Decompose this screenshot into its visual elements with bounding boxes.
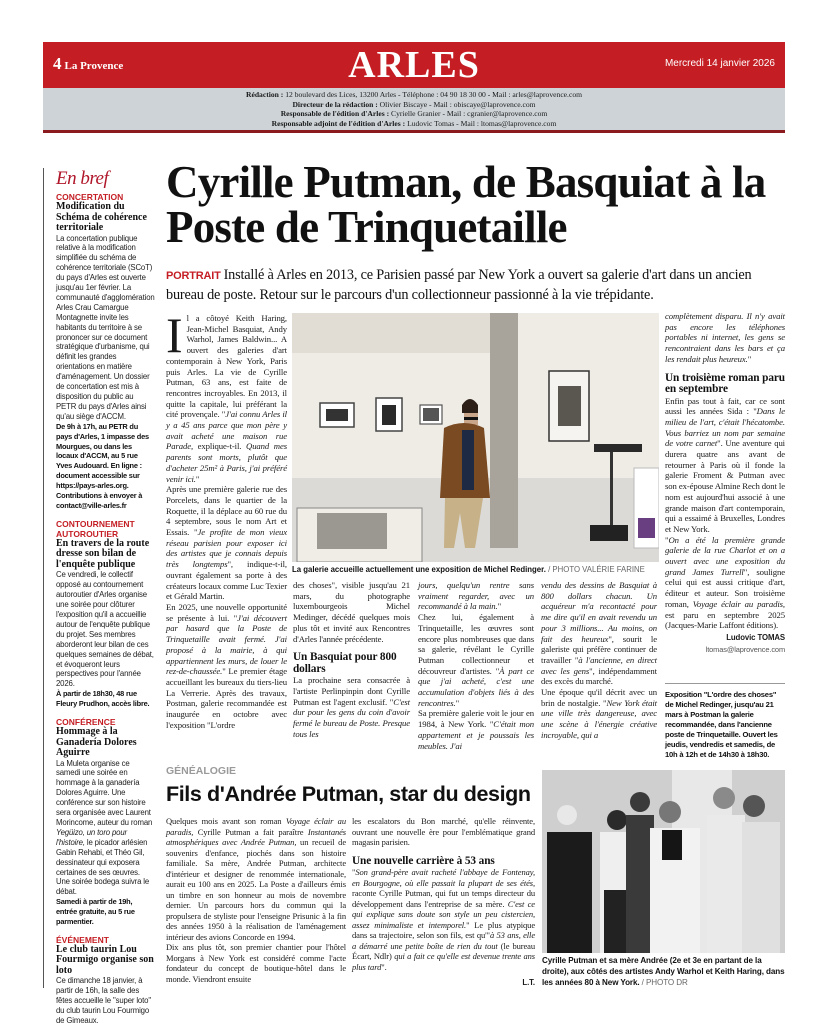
brief-item [56,192,155,511]
section-title: ARLES [348,44,480,86]
brief-item [56,935,155,1026]
author-byline: Ludovic TOMAS [726,632,785,642]
sub-article-headline: Fils d'Andrée Putman, star du design [166,782,531,806]
credit-line: Rédaction : 12 boulevard des Lices, 13200 Arles - Téléphone : 04 90 18 30 00 - Mail : arles@laprovence.com [245,90,583,99]
article-column-3: jours, quelqu'un rentre sans vraiment regarder, avec un recommandé à la main." Chez lui, également à Trinquetaille, les œuvres sont encore plus nombreuses que dans sa galerie, révélant le Cyrille Putman collectionneur et découvreur d'artistes. "À part ce que j'ai acheté, c'est une accumulation d'objets liés à des rencontres." Sa première galerie voit le jour en 1984, à New York. "C'était mon appartement et je poussais les meubles. J'ai [418,580,534,751]
credit-line: Directeur de la rédaction : Olivier Biscaye - Mail : obiscaye@laprovence.com [292,99,536,109]
sub-article-signature: L.T. [522,978,535,987]
drop-cap: I [166,307,183,363]
photo-credit: / PHOTO DR [639,977,688,987]
archive-photo [542,770,785,953]
author-email[interactable]: ltomas@laprovence.com [705,644,785,654]
brief-info: Samedi à partir de 19h, entrée gratuite, au 5 rue parmentier. [56,897,135,927]
article-subhead: Un Basquiat pour 800 dollars [293,651,397,675]
header-divider [43,130,785,133]
article-standfirst: PORTRAIT Installé à Arles en 2013, ce Parisien passé par New York a ouvert sa galerie d'art dans un ancien bureau de poste. Retour sur le parcours d'un collectionneur passionné à la vie trépidante. [166,267,752,303]
sub-article-subhead: Une nouvelle carrière à 53 ans [352,854,495,867]
sub-article-column-1: Quelques mois avant son roman Voyage éclair au paradis, Cyrille Putman a fait paraître Instantanés atmosphériques avec Andrée Putman, un recueil de souvenirs d'enfance, piochés dans son histoire familiale. Sa mère, Andrée Putman, architecte d'intérieur et designer de renommée internationale, aurait eu 100 ans en 2025. La Poste a d'ailleurs émis un timbre en son honneur au mois de novembre dernier. Un parcours hors du commun qui la propulsera de styliste pour l'enseigne Prisunic à la fin des années 1950 à la réalisation de l'aménagement intérieur des avions Concorde en 1994. Dix ans plus tôt, son premier chantier pour l'hôtel Morgans à New York est considéré comme l'acte fondateur du concept de boutique-hôtel dans le monde. Viendront ensuite [166,816,346,984]
sub-article-column-2: les escalators du Bon marché, qu'elle réinvente, ouvrant une nouvelle ère pour l'emblématique grand magasin parisien. Une nouvelle carrière à 53 ans "Son grand-père avait racheté l'abbaye de Fontenay, en Bourgogne, où elle passait la plupart de ses étés, raconte Cyrille Putman, qui fut un temps directeur du développement dans l'entreprise de sa mère. C'est ce qui explique sans doute son style un peu cistercien, assez minimaliste et intemporel." Le plus atypique dans sa trajectoire, selon son fils, est qu'"à 53 ans, elle a démarré une petite boîte de rien du tout (le bureau Écart, Ndlr) qui a fait ce qu'elle est devenue trente ans plus tard". L.T. [352,816,536,987]
brief-info: À partir de 18h30, 48 rue Fleury Prudhon, accès libre. [56,689,150,709]
sub-article-kicker: GÉNÉALOGIE [166,765,237,777]
brief-item [56,519,155,709]
gallery-photo [292,313,659,562]
credit-line: Responsable de l'édition d'Arles : Cyrielle Granier - Mail : cgranier@laprovence.com [280,109,548,119]
article-subhead: Un troisième roman paru en septembre [665,371,785,396]
brief-headline: Le club taurin Lou Fourmigo organise son loto [56,943,154,976]
brief-body: Ce vendredi, le collectif opposé au contournement autoroutier d'Arles organise une soirée pour clôturer l'exposition qu'il a accueillie autour de l'enquête publique du projet. Ses membres aborderont leur bilan de ces quelques semaines de débat, et évoqueront leurs perspectives pour l'année 2026. [56,570,154,689]
brief-info: De 9h à 17h, au PETR du pays d'Arles, 1 impasse des Mourgues, ou dans les locaux d'ACCM, au 5 rue Yves Audouard. En ligne : document accessible sur https://pays-arles.org. Contributions à envoyer à contact@ville-arles.fr [56,421,149,510]
article-headline: Cyrille Putman, de Basquiat à la Poste de Trinquetaille [166,157,766,252]
brief-item [56,717,155,927]
brief-kicker: CONCERTATION [56,192,124,202]
brief-kicker: CONFÉRENCE [56,717,116,728]
brief-title: En bref [56,168,109,189]
brief-headline: Modification du Schéma de cohérence territoriale [56,201,147,233]
credit-line: Responsable adjoint de l'édition d'Arles : Ludovic Tomas - Mail : ltomas@laprovence.com [271,118,557,128]
page-number: 4 La Provence [53,54,124,73]
brief-sidebar [43,168,155,1026]
article-column-1: Il a côtoyé Keith Haring, Jean-Michel Basquiat, Andy Warhol, James Baldwin... A ouvert des galeries d'art contemporain à New York, Paris puis Arles. La vie de Cyrille Putman, 63 ans, est faite de rencontres incroyables. En 2013, il quitte la capitale, lui préférant la cité provençale. "J'ai connu Arles il y a 45 ans parce que mon père y avait acheté une maison rue Parade, explique-t-il. Quand mes parents sont morts, plutôt que d'acheter 25m² à Paris, j'ai préféré venir ici." Après une première galerie rue des Porcelets, dans le quartier de la Roquette, il la déplace au 60 rue du 4 septembre, sous le nom Art et Essais. "Je profite de mon vieux réseau parisien pour exposer ici des artistes que je connais depuis très longtemps", indique-t-il, ouvrant également sa porte à des créateurs locaux comme Luc Texier et Gérald Martin. En 2025, une nouvelle opportunité se présente à lui. "J'ai découvert par hasard que la Poste de Trinquetaille avait fermé. J'ai proposé à la mairie, à qui appartiennent les murs, de louer le rez-de-chaussée." Le premier étage accueillant les bureaux du tiers-lieu La Verrerie. Après des travaux, Postman, galerie recommandée est inaugurée en octobre avec l'exposition "L'ordre [166,307,287,730]
exhibition-info-box: Exposition "L'ordre des choses" de Michel Redinger, jusqu'au 21 mars à Postman la galerie recommandée, dans l'ancienne poste de Trinquetaille. Ouvert les jeudis, vendredis et samedis, de 10h à 12h et de 14h30 à 18h30. [665,683,785,760]
article-column-2: des choses", visible jusqu'au 21 mars, du photographe luxembourgeois Michel Medinger, décédé quelques mois plus tôt et invité aux Rencontres d'Arles l'année précédente. Un Basquiat pour 800 dollars La prochaine sera consacrée à l'artiste Perlinpinpin dont Cyrille Putman est l'agent exclusif. "C'est dur pour les gens du coin d'avoir fermé le bureau de Poste. Presque tous les [293,580,410,739]
gallery-photo-image [292,313,659,562]
editorial-credits [43,88,785,130]
article-tag: PORTRAIT [166,270,221,282]
article-column-4: vendu des dessins de Basquiat à 800 dollars chacun. Un acquéreur m'a recontacté pour me dire qu'il en avait revendu un pour 3 millions... Au moins, on fait des heureux", sourit le galeriste qui préfère continuer de travailler "à l'ancienne, en direct avec les gens", indépendamment des excès du marché. Une époque qu'il décrit avec un brin de nostalgie. "New York était une ville très dangereuse, avec une scène à l'énergie créative incroyable, qui a [541,580,657,740]
gallery-photo-caption: La galerie accueille actuellement une exposition de Michel Redinger. / PHOTO VALÉRIE FARINE [292,565,645,574]
brief-kicker: CONTOURNEMENT AUTOROUTIER [56,518,135,539]
article-column-5: complètement disparu. Il n'y avait pas encore les téléphones portables ni internet, les gens se rencontraient dans les bars et ça les rendait plus heureux." Un troisième roman paru en septembre Enfin pas tout à fait, car ce sont aussi les années Sida : "Dans le milieu de l'art, c'était l'hécatombe. Vous barriez un nom par semaine de votre carnet". Une aventure qui durera quatre ans avant de retourner à Paris où il fonde la galerie Froment & Putman avec son ex-épouse Almine Rech dont le nom est aujourd'hui associé à une grande maison d'art contemporain, qui a essaimé à Bruxelles, Londres et New York. "On a été la première grande galerie de la rue Charlot et on a ouvert avec une exposition du grand James Turrell", souligne celui qui est aussi critique d'art, éditeur et auteur. Son troisième roman, Voyage éclair au paradis, est paru en septembre 2025 (Jacques-Marie Laffont éditions). Ludovic TOMAS ltomas@laprovence.com [665,311,785,654]
brand-name: La Provence [64,60,124,72]
issue-date: Mercredi 14 janvier 2026 [664,58,775,69]
archive-photo-caption: Cyrille Putman et sa mère Andrée (2e et 3e en partant de la droite), aux côtés des artistes Andy Warhol et Keith Haring, dans les années 80 à New York. / PHOTO DR [542,956,785,987]
brief-kicker: ÉVÉNEMENT [56,934,109,945]
archive-photo-image [542,770,785,953]
brief-body: Ce dimanche 18 janvier, à partir de 16h, la salle des fêtes accueille le "super loto" du club taurin Lou Fourmigo de Gimeaux. [56,976,151,1026]
photo-credit: / PHOTO VALÉRIE FARINE [545,565,645,574]
masthead [43,42,785,88]
brief-body: La concertation publique relative à la modification simplifiée du schéma de cohérence territoriale (SCoT) du pays d'Arles est ouverte jusqu'au 1er février. La communauté d'agglomération Arles Crau Camargue Montagnette invite les habitants du territoire à se prononcer sur ce document stratégique d'urbanisme, qui définit les grandes orientations en matière d'aménagement. Un dossier de concertation est mis à disposition du public au PETR du pays d'Arles ainsi qu'au siège d'ACCM. [56,233,155,421]
brief-body: La Muleta organise ce samedi une soirée en hommage à la ganadería Dolores Aguirre. Une conférence sur son histoire sera organisée avec Laurent Morincome, auteur du roman Yegüizo, un toro pour l'histoire, le picador arlésien Gabin Rehabi, et Théo Gil, dessinateur qui exposera certaines de ses œuvres. Une soirée bodega suivra le débat. [56,758,153,897]
brief-headline: En travers de la route dresse son bilan de l'enquête publique [56,537,150,570]
brief-headline: Hommage à la Ganadería Dolores Aguirre [56,726,137,759]
